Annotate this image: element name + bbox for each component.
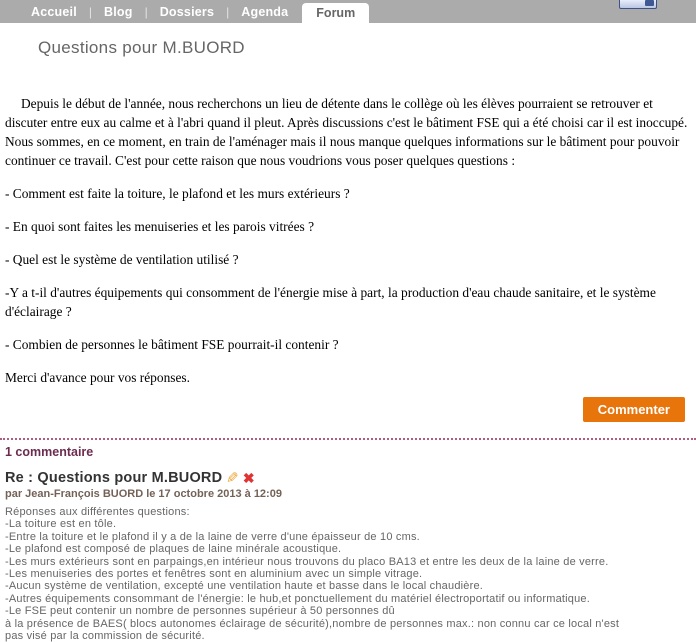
post-intro-paragraph: Depuis le début de l'année, nous recherchons un lieu de détente dans le collège où les élèves pourraient se retrouver et discuter entre eux au calme et à l'abri quand il pleut. Après discussions c'est le bâtiment FSE qui a été choisi car il est inoccupé. Nous sommes, en ce moment, en train de l'aménager mais il nous manque quelques informations sur le bâtiment pour pouvoir continuer ce travail. C'est pour cette raison que nous voudrions vous poser quelques questions : bbox=[5, 96, 688, 168]
window-control-knob bbox=[645, 0, 654, 6]
post-thanks-line: Merci d'avance pour vos réponses. bbox=[5, 370, 190, 385]
dotted-separator bbox=[0, 438, 696, 440]
page-title: Questions pour M.BUORD bbox=[38, 38, 245, 57]
post-question: - Comment est faite la toiture, le plafond et les murs extérieurs ? bbox=[5, 186, 350, 201]
nav-item-agenda[interactable]: Agenda bbox=[241, 4, 289, 19]
comment-line: -Entre la toiture et le plafond il y a de la laine de verre d'une épaisseur de 10 cms. bbox=[5, 530, 420, 543]
nav-separator: | bbox=[226, 4, 230, 19]
nav-item-dossiers[interactable]: Dossiers bbox=[159, 4, 215, 19]
post-question: -Y a t-il d'autres équipements qui consomment de l'énergie mise à part, la production d'eau chaude sanitaire, et le système d'éclairage ? bbox=[5, 285, 656, 319]
comment-byline: par Jean-François BUORD le 17 octobre 2013 à 12:09 bbox=[5, 488, 282, 500]
nav-tab-forum-active[interactable]: Forum bbox=[302, 3, 369, 23]
post-body bbox=[0, 94, 696, 387]
comment-button[interactable]: Commenter bbox=[583, 397, 685, 422]
comment-line: -La toiture est en tôle. bbox=[5, 518, 117, 531]
comment-line: -Les menuiseries des portes et fenêtres sont en aluminium avec un simple vitrage. bbox=[5, 568, 423, 581]
comments-section bbox=[0, 445, 696, 642]
window-control-fragment bbox=[619, 0, 657, 9]
comment-line: -Aucun système de ventilation, excepté une ventilation haute et basse dans le local chaudière. bbox=[5, 580, 484, 593]
comment-line: à la présence de BAES( blocs autonomes éclairage de sécurité),nombre de personnes max.: non connu car ce local n'est bbox=[5, 617, 620, 630]
nav-separator: | bbox=[144, 4, 148, 19]
comment-line: Réponses aux différentes questions: bbox=[5, 506, 190, 518]
edit-pencil-icon[interactable]: ✎ bbox=[226, 469, 239, 487]
top-navbar bbox=[0, 0, 696, 23]
nav-item-blog[interactable]: Blog bbox=[104, 4, 133, 19]
comment-line: -Les murs extérieurs sont en parpaings,en intérieur nous trouvons du placo BA13 et entre les deux de la laine de verre. bbox=[5, 555, 609, 568]
comment-title: Re : Questions pour M.BUORD bbox=[5, 470, 223, 486]
comment-line: -Le plafond est composé de plaques de laine minérale acoustique. bbox=[5, 543, 342, 556]
comment-line: pas visé par la commission de sécurité. bbox=[5, 630, 205, 642]
comment-title-row bbox=[5, 470, 696, 486]
comment-line: -Le FSE peut contenir un nombre de personnes supérieur à 50 personnes dû bbox=[5, 605, 395, 618]
comment-count-label: 1 commentaire bbox=[5, 445, 94, 459]
post-question: - Quel est le système de ventilation utilisé ? bbox=[5, 252, 239, 267]
comment-body bbox=[5, 506, 696, 642]
comment-line: -Autres équipements consommant de l'énergie: le hub,et ponctuellement du matériel électroportatif ou informatique. bbox=[5, 592, 590, 605]
nav-item-accueil[interactable]: Accueil bbox=[31, 4, 77, 19]
nav-separator: | bbox=[88, 4, 92, 19]
post-question: - En quoi sont faites les menuiseries et les parois vitrées ? bbox=[5, 219, 315, 234]
delete-x-icon[interactable]: ✖ bbox=[242, 470, 255, 486]
post-question: - Combien de personnes le bâtiment FSE pourrait-il contenir ? bbox=[5, 337, 339, 352]
